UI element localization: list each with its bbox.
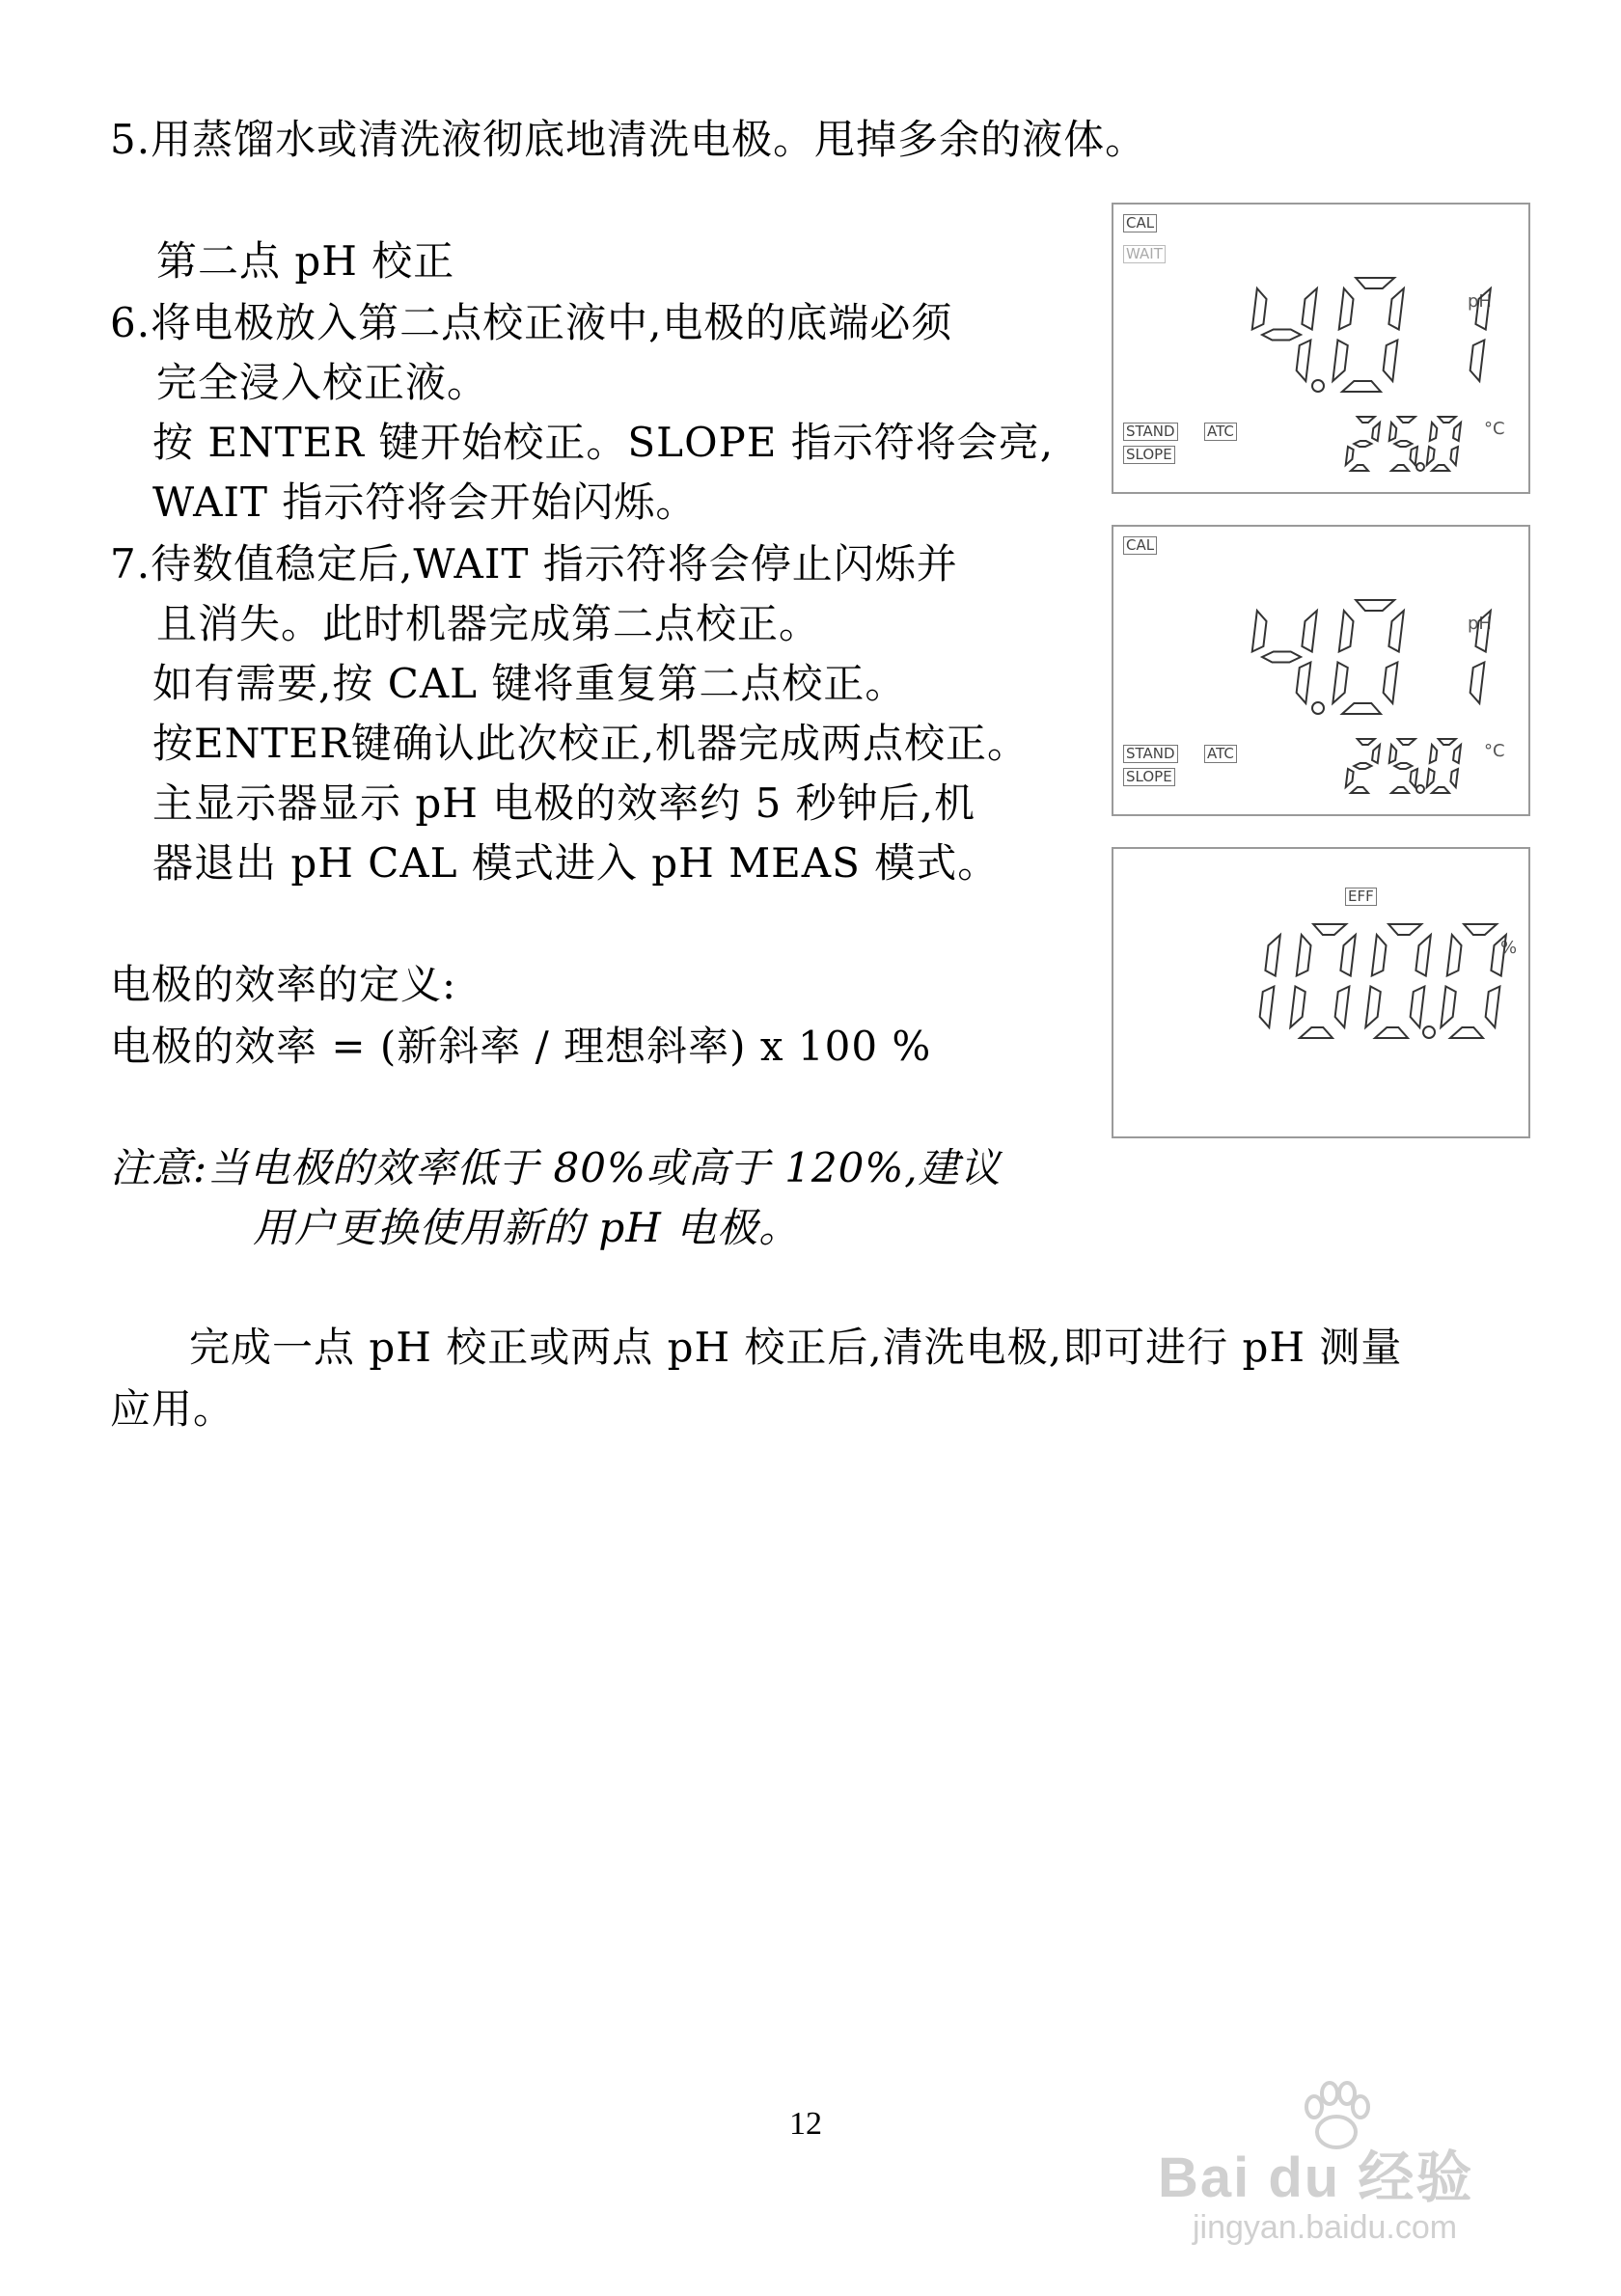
digit-segment: [1432, 465, 1449, 471]
digit-segment: [1427, 769, 1435, 787]
step-7-enter-text: 按ENTER键确认此次校正,机器完成两点校正。: [152, 720, 1030, 767]
digit-segment: [1391, 465, 1409, 471]
efficiency-formula: 电极的效率 = (新斜率 / 理想斜率) x 100 %: [110, 1023, 932, 1070]
digit-segment: [1252, 288, 1267, 330]
slope-indicator: SLOPE: [1123, 768, 1175, 786]
atc-indicator: ATC: [1204, 423, 1237, 441]
digit-segment: [1346, 769, 1354, 787]
eff-indicator: EFF: [1345, 888, 1377, 906]
decimal-point: [1416, 463, 1424, 471]
cal-indicator: CAL: [1123, 536, 1157, 555]
digit-segment: [1339, 288, 1354, 330]
digit-segment: [1297, 935, 1311, 976]
section-heading: 第二点 pH 校正: [156, 237, 455, 285]
digit-segment: [1265, 935, 1279, 976]
digit-segment: [1290, 987, 1305, 1028]
digit-segment: [1358, 739, 1375, 745]
digit-segment: [1486, 987, 1500, 1028]
digit-segment: [1394, 763, 1412, 769]
digit-segment: [1375, 1027, 1408, 1038]
digit-segment: [1464, 924, 1497, 935]
digit-segment: [1333, 341, 1347, 382]
step-7-display-text: 主显示器显示 pH 电极的效率约 5 秒钟后,机: [152, 779, 975, 827]
stand-indicator: STAND: [1123, 423, 1178, 441]
decimal-point: [1312, 380, 1324, 392]
step-5-text: 5.用蒸馏水或清洗液彻底地清洗电极。甩掉多余的液体。: [110, 116, 1147, 163]
digit-segment: [1358, 417, 1375, 423]
celsius-unit-label: °C: [1484, 741, 1505, 761]
step-7-display-text-cont: 器退出 pH CAL 模式进入 pH MEAS 模式。: [152, 839, 1000, 887]
digit-segment: [1388, 611, 1403, 652]
digit-segment: [1262, 652, 1301, 663]
digit-segment: [1447, 935, 1462, 976]
digit-segment: [1441, 987, 1455, 1028]
wait-indicator: WAIT: [1123, 245, 1166, 263]
digit-segment: [1432, 787, 1449, 793]
digit-segment: [1342, 703, 1381, 714]
step-6-text: 6.将电极放入第二点校正液中,电极的底端必须: [110, 299, 953, 346]
digit-segment: [1354, 441, 1371, 447]
efficiency-digits: [1113, 849, 1528, 1136]
digit-segment: [1415, 935, 1430, 976]
digit-segment: [1475, 611, 1490, 652]
note-text-cont: 用户更换使用新的 pH 电极。: [253, 1204, 801, 1251]
digit-segment: [1427, 447, 1435, 465]
closing-paragraph: 完成一点 pH 校正或两点 pH 校正后,清洗电极,即可进行 pH 测量: [189, 1324, 1403, 1371]
digit-segment: [1453, 745, 1461, 763]
digit-segment: [1470, 341, 1485, 382]
decimal-point: [1312, 702, 1324, 714]
digit-segment: [1453, 423, 1461, 441]
digit-segment: [1389, 745, 1397, 763]
digit-segment: [1356, 600, 1394, 611]
lcd-display-calibrated: [1112, 525, 1530, 816]
lcd-display-calibrating: [1112, 203, 1530, 494]
digit-segment: [1391, 787, 1409, 793]
digit-segment: [1302, 288, 1316, 330]
digit-segment: [1351, 465, 1368, 471]
digit-segment: [1398, 417, 1415, 423]
digit-segment: [1450, 447, 1458, 465]
digit-segment: [1354, 763, 1371, 769]
digit-segment: [1430, 745, 1438, 763]
celsius-unit-label: °C: [1484, 419, 1505, 439]
digit-segment: [1297, 663, 1311, 704]
digit-segment: [1384, 341, 1398, 382]
decimal-point: [1416, 785, 1424, 793]
digit-segment: [1339, 611, 1354, 652]
digit-segment: [1372, 745, 1380, 763]
digit-segment: [1356, 278, 1394, 288]
digit-segment: [1450, 1027, 1483, 1038]
step-7-text: 7.待数值稳定后,WAIT 指示符将会停止闪烁并: [110, 540, 958, 588]
step-7-text-cont: 且消失。此时机器完成第二点校正。: [156, 600, 821, 647]
efficiency-definition-heading: 电极的效率的定义:: [110, 961, 457, 1008]
digit-segment: [1398, 739, 1415, 745]
closing-paragraph-cont: 应用。: [110, 1385, 235, 1433]
digit-segment: [1262, 330, 1301, 341]
watermark-brand: Bai du 经验: [1158, 2146, 1474, 2209]
step-7-cal-text: 如有需要,按 CAL 键将重复第二点校正。: [152, 660, 907, 707]
digit-segment: [1388, 924, 1421, 935]
digit-segment: [1302, 611, 1316, 652]
digit-segment: [1439, 417, 1456, 423]
digit-segment: [1411, 987, 1425, 1028]
digit-segment: [1260, 987, 1275, 1028]
digit-segment: [1346, 447, 1354, 465]
digit-segment: [1340, 935, 1355, 976]
page-number: 12: [789, 2106, 822, 2142]
digit-segment: [1384, 663, 1398, 704]
watermark-url: jingyan.baidu.com: [1193, 2209, 1458, 2246]
digit-segment: [1342, 381, 1381, 392]
digit-segment: [1491, 935, 1505, 976]
note-text: 注意:当电极的效率低于 80%或高于 120%,建议: [110, 1144, 1002, 1191]
digit-segment: [1313, 924, 1346, 935]
digit-segment: [1410, 769, 1417, 787]
ph-unit-label: pH: [1468, 614, 1492, 634]
slope-indicator: SLOPE: [1123, 446, 1175, 464]
digit-segment: [1372, 935, 1387, 976]
digit-segment: [1351, 787, 1368, 793]
digit-segment: [1410, 447, 1417, 465]
digit-segment: [1297, 341, 1311, 382]
cal-indicator: CAL: [1123, 214, 1157, 232]
digit-segment: [1388, 288, 1403, 330]
digit-segment: [1333, 663, 1347, 704]
stand-indicator: STAND: [1123, 745, 1178, 763]
digit-segment: [1389, 423, 1397, 441]
main-reading-digits: [1113, 527, 1528, 814]
digit-segment: [1300, 1027, 1333, 1038]
digit-segment: [1365, 987, 1380, 1028]
lcd-display-efficiency: [1112, 847, 1530, 1138]
decimal-point: [1423, 1026, 1435, 1038]
digit-segment: [1470, 663, 1485, 704]
main-reading-digits: [1113, 205, 1528, 492]
percent-unit-label: %: [1500, 938, 1518, 958]
step-6-wait-text: WAIT 指示符将会开始闪烁。: [152, 478, 698, 526]
ph-unit-label: pH: [1468, 291, 1492, 312]
step-6-enter-text: 按 ENTER 键开始校正。SLOPE 指示符将会亮,: [152, 419, 1055, 466]
digit-segment: [1475, 288, 1490, 330]
digit-segment: [1372, 423, 1380, 441]
atc-indicator: ATC: [1204, 745, 1237, 763]
digit-segment: [1430, 423, 1438, 441]
step-6-text-cont: 完全浸入校正液。: [156, 359, 489, 406]
digit-segment: [1394, 441, 1412, 447]
digit-segment: [1252, 611, 1267, 652]
digit-segment: [1450, 769, 1458, 787]
digit-segment: [1335, 987, 1350, 1028]
digit-segment: [1439, 739, 1456, 745]
